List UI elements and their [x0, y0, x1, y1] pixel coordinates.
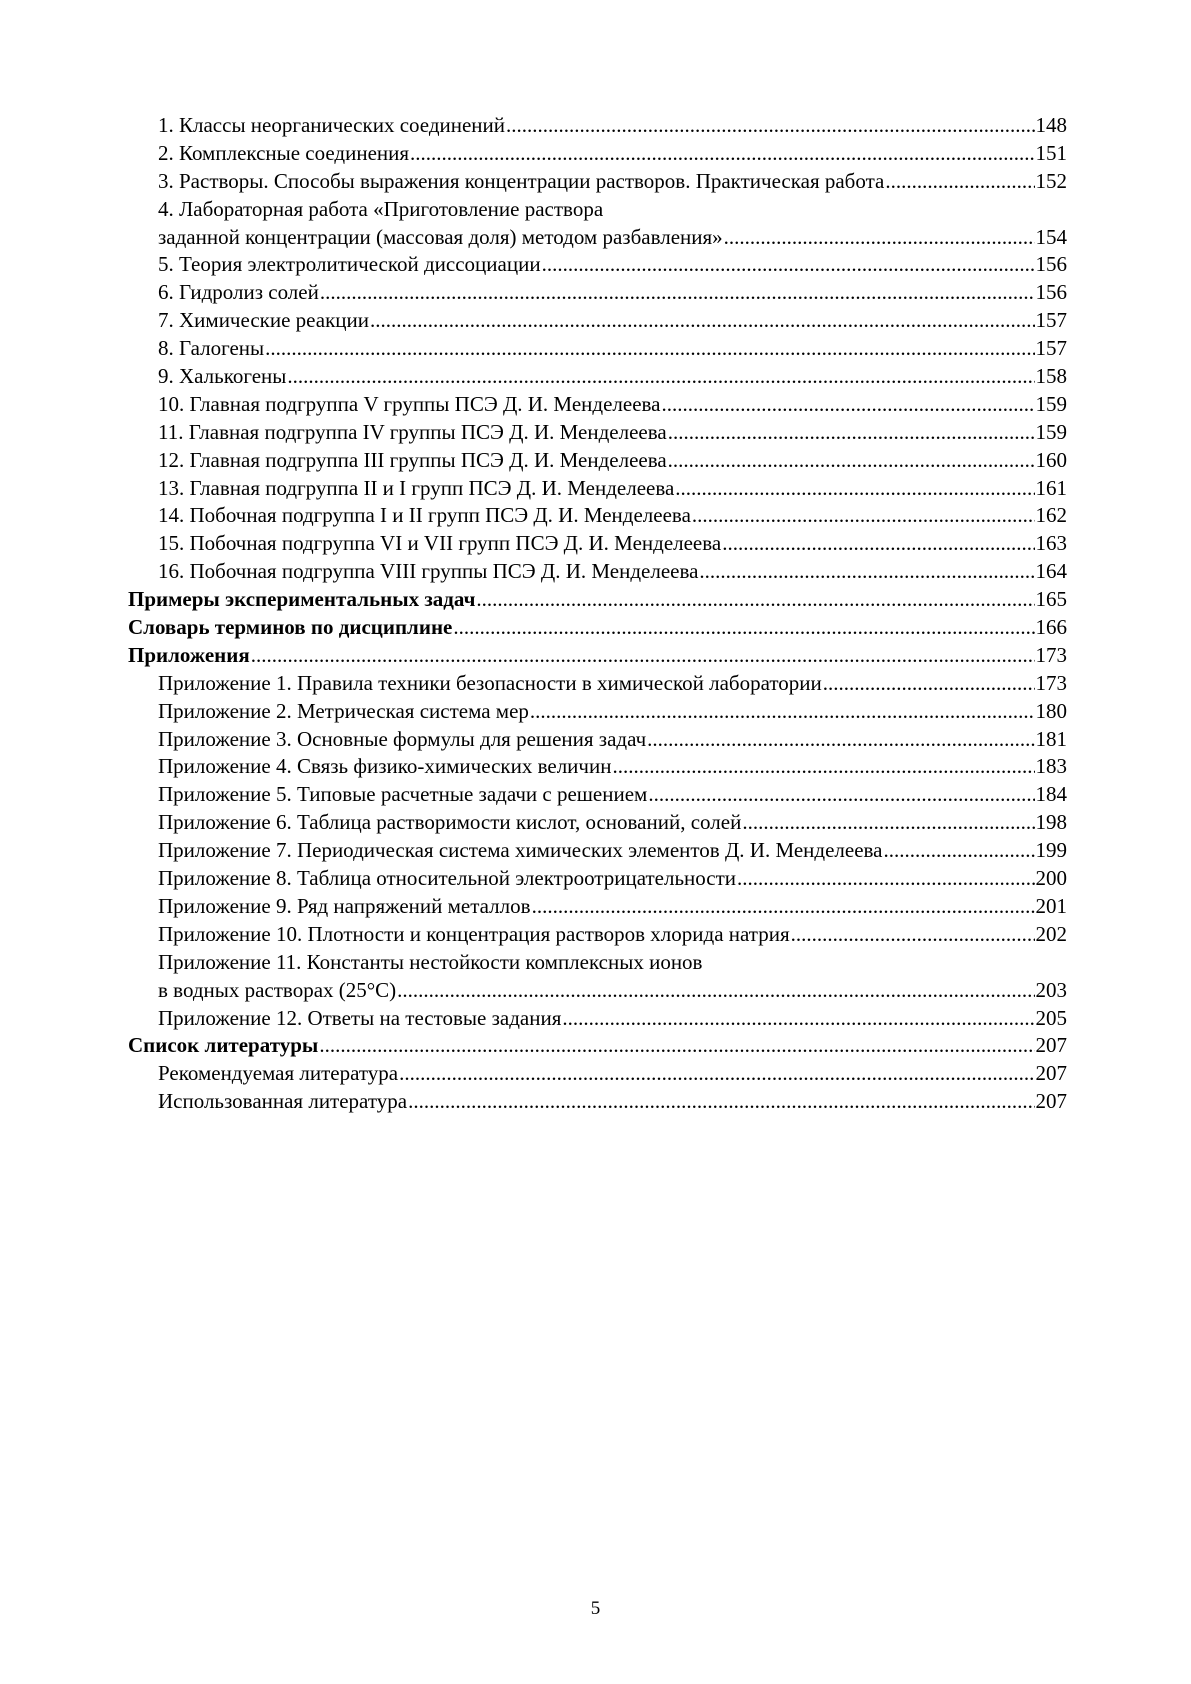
toc-entry[interactable] — [128, 865, 1067, 893]
toc-entry[interactable] — [128, 809, 1067, 837]
toc-entry-title: Приложение 12. Ответы на тестовые задания — [158, 1005, 562, 1030]
toc-entry[interactable] — [128, 363, 1067, 391]
toc-entry-page: 156 — [1035, 252, 1067, 277]
dot-leader — [320, 279, 1035, 307]
toc-entry-title: Приложение 4. Связь физико-химических величин — [158, 754, 612, 779]
toc-entry-title: Примеры экспериментальных задач — [128, 587, 476, 612]
toc-entry-page: 154 — [1035, 224, 1067, 249]
toc-entry-title: 13. Главная подгруппа II и I групп ПСЭ Д. И. Менделеева — [158, 475, 675, 500]
toc-entry-title: 15. Побочная подгруппа VI и VII групп ПСЭ Д. И. Менделеева — [158, 531, 722, 556]
toc-entry-page: 163 — [1035, 531, 1067, 556]
toc-entry-page: 160 — [1035, 447, 1067, 472]
toc-entry-page: 152 — [1035, 168, 1067, 193]
dot-leader — [791, 921, 1035, 949]
dot-leader — [724, 224, 1035, 252]
toc-entry[interactable] — [128, 475, 1067, 503]
toc-section-entry[interactable] — [128, 1032, 1067, 1060]
toc-entry-title: 16. Побочная подгруппа VIII группы ПСЭ Д. И. Менделеева — [158, 559, 699, 584]
toc-entry-page: 161 — [1035, 475, 1067, 500]
toc-entry-page: 158 — [1035, 364, 1067, 389]
toc-entry[interactable] — [128, 837, 1067, 865]
toc-entry-page: 180 — [1035, 698, 1067, 723]
toc-entry[interactable] — [128, 1060, 1067, 1088]
toc-entry-title: 14. Побочная подгруппа I и II групп ПСЭ Д. И. Менделеева — [158, 503, 691, 528]
toc-entry[interactable] — [128, 224, 1067, 252]
toc-entry-page: 156 — [1035, 280, 1067, 305]
toc-entry-title: 11. Главная подгруппа IV группы ПСЭ Д. И. Менделеева — [158, 419, 667, 444]
toc-entry[interactable] — [128, 1088, 1067, 1116]
toc-entry[interactable] — [128, 726, 1067, 754]
toc-entry[interactable] — [128, 530, 1067, 558]
toc-entry-title: 10. Главная подгруппа V группы ПСЭ Д. И. Менделеева — [158, 391, 661, 416]
toc-entry[interactable] — [128, 558, 1067, 586]
toc-entry-page: 198 — [1035, 810, 1067, 835]
toc-entry-page: 207 — [1035, 1033, 1067, 1058]
toc-entry-page: 200 — [1035, 866, 1067, 891]
toc-entry[interactable] — [128, 168, 1067, 196]
toc-entry[interactable] — [128, 1005, 1067, 1033]
toc-entry-title: 2. Комплексные соединения — [158, 140, 410, 165]
dot-leader — [408, 1088, 1034, 1116]
toc-entry[interactable] — [128, 251, 1067, 279]
toc-entry[interactable] — [128, 279, 1067, 307]
dot-leader — [453, 614, 1034, 642]
dot-leader — [319, 1032, 1034, 1060]
toc-entry-title: Приложение 2. Метрическая система мер — [158, 698, 529, 723]
toc-entry-page: 207 — [1035, 1061, 1067, 1086]
toc-entry[interactable] — [128, 502, 1067, 530]
toc-entry[interactable] — [128, 781, 1067, 809]
toc-entry-title: 9. Халькогены — [158, 364, 287, 389]
dot-leader — [885, 168, 1034, 196]
dot-leader — [251, 642, 1035, 670]
toc-entry-title: Использованная литература — [158, 1089, 408, 1114]
toc-entry-title: Приложение 3. Основные формулы для решения задач — [158, 726, 647, 751]
toc-entry-page: 207 — [1035, 1089, 1067, 1114]
dot-leader — [647, 726, 1034, 754]
dot-leader — [661, 391, 1034, 419]
toc-entry-title: 12. Главная подгруппа III группы ПСЭ Д. И. Менделеева — [158, 447, 667, 472]
toc-entry-title-line: Приложение 11. Константы нестойкости комплексных ионов — [158, 949, 703, 974]
toc-entry-title: Приложение 10. Плотности и концентрация растворов хлорида натрия — [158, 921, 790, 946]
toc-entry-title: Приложение 7. Периодическая система химических элементов Д. И. Менделеева — [158, 838, 883, 863]
toc-entry-title: 7. Химические реакции — [158, 308, 369, 333]
toc-entry-title: 6. Гидролиз солей — [158, 280, 319, 305]
dot-leader — [562, 1005, 1034, 1033]
toc-entry-page: 202 — [1035, 921, 1067, 946]
dot-leader — [823, 670, 1035, 698]
toc-section-entry[interactable] — [128, 586, 1067, 614]
dot-leader — [612, 753, 1034, 781]
toc-entry[interactable] — [128, 391, 1067, 419]
toc-entry-page: 203 — [1035, 977, 1067, 1002]
toc-entry[interactable] — [128, 921, 1067, 949]
dot-leader — [287, 363, 1034, 391]
toc-entry[interactable] — [128, 893, 1067, 921]
toc-entry-title: заданной концентрации (массовая доля) методом разбавления» — [158, 224, 723, 249]
dot-leader — [648, 781, 1034, 809]
dot-leader — [476, 586, 1034, 614]
dot-leader — [742, 809, 1034, 837]
toc-entry-title: Список литературы — [128, 1033, 319, 1058]
toc-entry[interactable] — [128, 753, 1067, 781]
toc-entry[interactable] — [128, 447, 1067, 475]
dot-leader — [532, 893, 1035, 921]
toc-entry[interactable] — [128, 335, 1067, 363]
dot-leader — [530, 698, 1035, 726]
table-of-contents — [128, 112, 1067, 1116]
dot-leader — [370, 307, 1035, 335]
toc-entry-title: Словарь терминов по дисциплине — [128, 615, 453, 640]
toc-entry[interactable] — [128, 698, 1067, 726]
toc-entry-page: 151 — [1035, 140, 1067, 165]
toc-entry-page: 162 — [1035, 503, 1067, 528]
toc-entry[interactable] — [128, 977, 1067, 1005]
toc-section-entry[interactable] — [128, 614, 1067, 642]
toc-entry[interactable] — [128, 307, 1067, 335]
toc-section-entry[interactable] — [128, 642, 1067, 670]
dot-leader — [884, 837, 1035, 865]
toc-entry-title: в водных растворах (25°С) — [158, 977, 397, 1002]
dot-leader — [737, 865, 1034, 893]
dot-leader — [265, 335, 1034, 363]
toc-entry-page: 205 — [1035, 1005, 1067, 1030]
toc-entry[interactable] — [128, 419, 1067, 447]
toc-entry[interactable] — [128, 112, 1067, 140]
dot-leader — [675, 475, 1034, 503]
page-number: 5 — [590, 1598, 601, 1619]
toc-entry-title: Приложение 9. Ряд напряжений металлов — [158, 893, 531, 918]
toc-entry-title: 3. Растворы. Способы выражения концентрации растворов. Практическая работа — [158, 168, 885, 193]
toc-entry-page: 166 — [1035, 615, 1067, 640]
toc-entry-page: 183 — [1035, 754, 1067, 779]
dot-leader — [410, 140, 1034, 168]
toc-entry[interactable] — [128, 140, 1067, 168]
toc-entry-title: 8. Галогены — [158, 336, 265, 361]
toc-entry-page: 173 — [1035, 642, 1067, 667]
toc-entry-title: Приложение 5. Типовые расчетные задачи с решением — [158, 782, 648, 807]
toc-entry-title: Приложения — [128, 642, 250, 667]
dot-leader — [399, 1060, 1034, 1088]
dot-leader — [668, 419, 1035, 447]
toc-entry-page: 184 — [1035, 782, 1067, 807]
toc-entry-page: 159 — [1035, 419, 1067, 444]
toc-entry-page: 199 — [1035, 838, 1067, 863]
dot-leader — [506, 112, 1034, 140]
toc-entry-title: Приложение 8. Таблица относительной электроотрицательности — [158, 866, 737, 891]
toc-entry-page: 164 — [1035, 559, 1067, 584]
dot-leader — [542, 251, 1035, 279]
toc-entry-title: 1. Классы неорганических соединений — [158, 113, 506, 137]
toc-entry-title: Приложение 1. Правила техники безопасности в химической лаборатории — [158, 670, 822, 695]
toc-entry-title: Рекомендуемая литература — [158, 1061, 399, 1086]
toc-entry-page: 159 — [1035, 391, 1067, 416]
toc-entry-title-line: 4. Лабораторная работа «Приготовление раствора — [158, 196, 604, 221]
dot-leader — [699, 558, 1034, 586]
toc-entry-page: 148 — [1035, 113, 1067, 137]
toc-entry-page: 157 — [1035, 336, 1067, 361]
toc-entry-page: 181 — [1035, 726, 1067, 751]
dot-leader — [722, 530, 1034, 558]
toc-entry-page: 201 — [1035, 893, 1067, 918]
toc-entry-page: 173 — [1035, 670, 1067, 695]
dot-leader — [692, 502, 1035, 530]
toc-entry-page: 165 — [1035, 587, 1067, 612]
dot-leader — [668, 447, 1035, 475]
toc-entry-title: Приложение 6. Таблица растворимости кислот, оснований, солей — [158, 810, 742, 835]
toc-entry[interactable] — [128, 670, 1067, 698]
dot-leader — [397, 977, 1034, 1005]
toc-entry-page: 157 — [1035, 308, 1067, 333]
toc-entry-title: 5. Теория электролитической диссоциации — [158, 252, 541, 277]
